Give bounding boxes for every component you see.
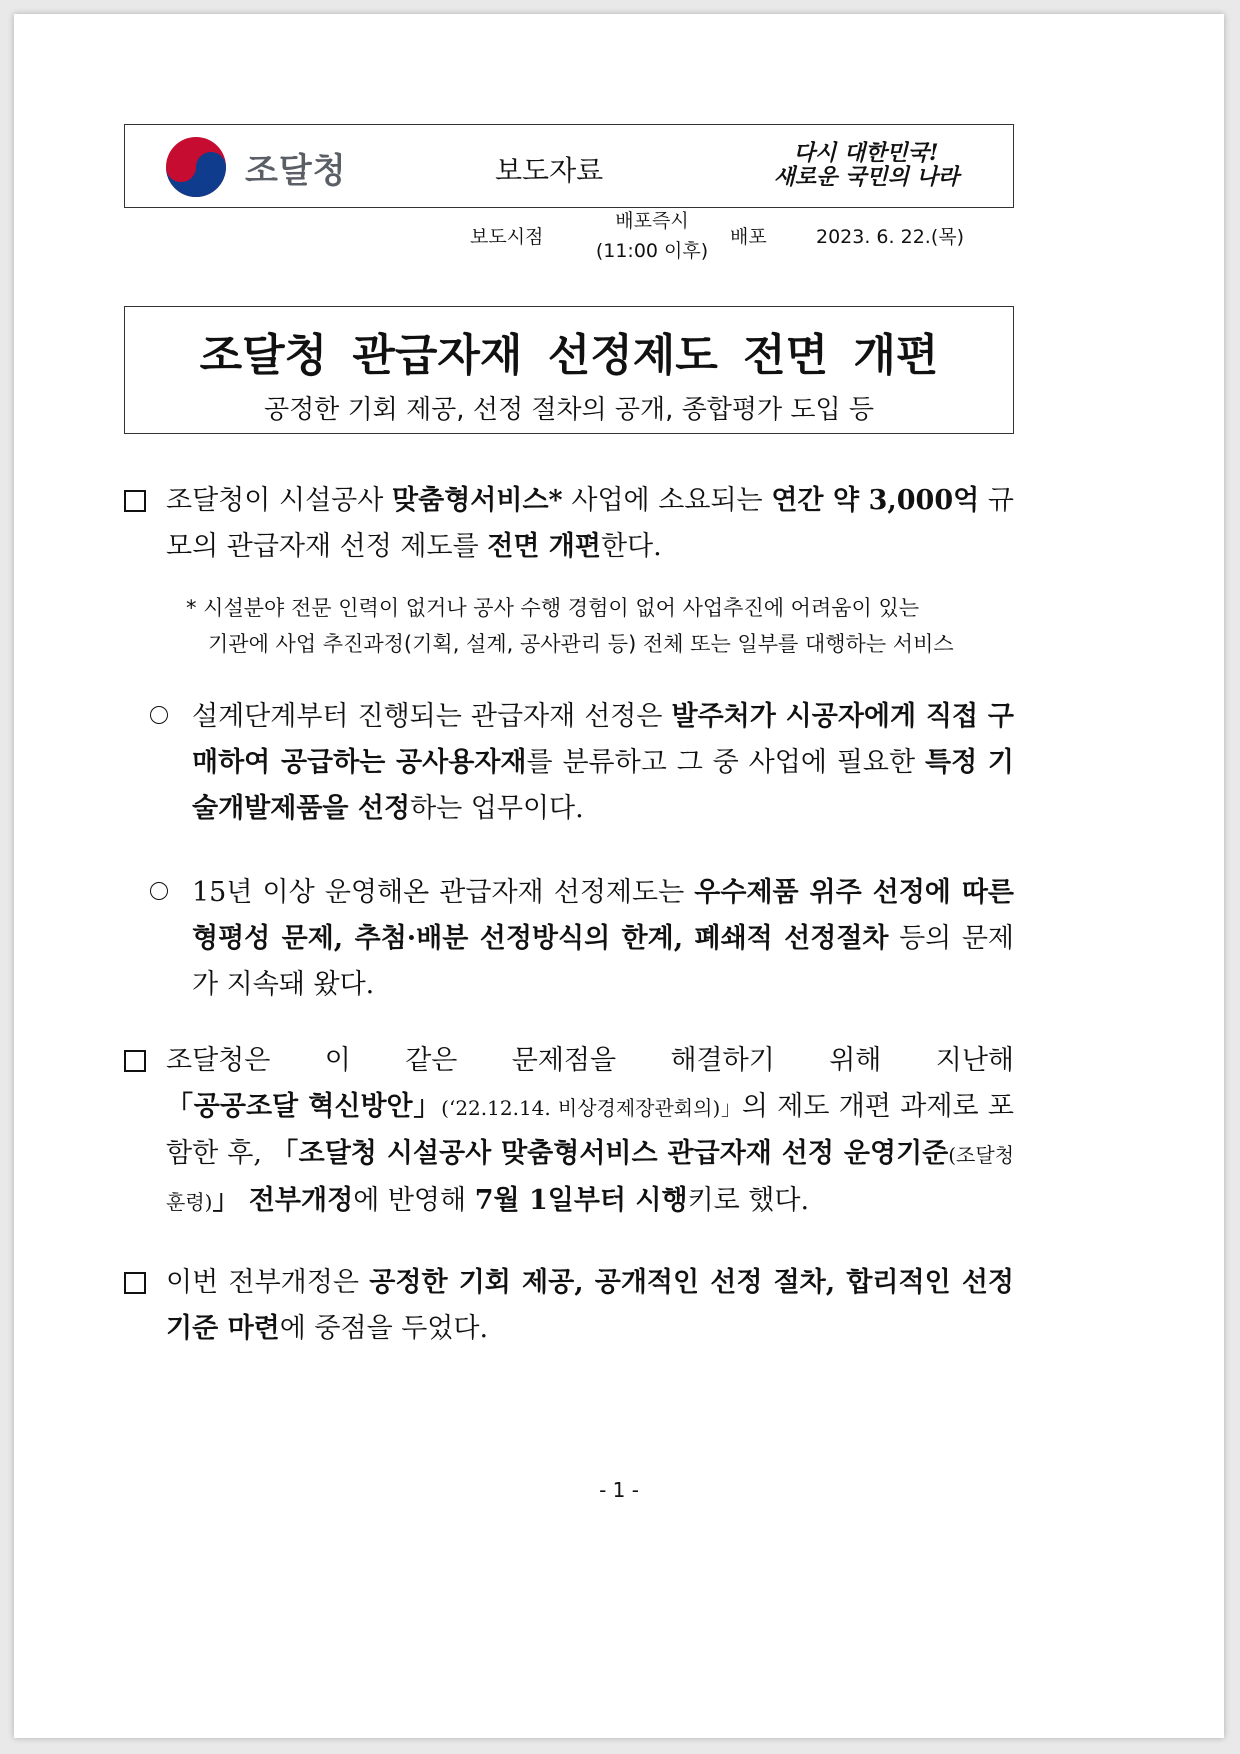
- footnote-line-2: 기관에 사업 추진과정(기획, 설계, 공사관리 등) 전체 또는 일부를 대행하는 서비스: [208, 632, 954, 656]
- taeguk-emblem-icon: [159, 135, 233, 199]
- text: 에 중점을 두었다.: [279, 1313, 489, 1344]
- text: 키로 했다.: [687, 1185, 810, 1216]
- page-subtitle: 공정한 기회 제공, 선정 절차의 공개, 종합평가 도입 등: [263, 395, 875, 425]
- emphasis: 우수제품 위주 선정에 따른 형평성 문제, 추첨·배분 선정방식의 한계, 폐쇄적 선정절차: [192, 877, 1014, 954]
- emphasis: 」 전부개정: [212, 1185, 354, 1216]
- release-time-line-2: (11:00 이후): [595, 240, 709, 262]
- emphasis: 공정한 기회 제공, 공개적인 선정 절차, 합리적인 선정 기준 마련: [166, 1267, 1014, 1344]
- text: 하는 업무이다.: [410, 793, 584, 824]
- emphasis: 전면 개편: [487, 531, 601, 562]
- text: 규모의 관급자재 선정 제도를: [166, 485, 1014, 562]
- page-title: 조달청 관급자재 선정제도 전면 개편: [199, 330, 939, 381]
- bullet-circle: [150, 706, 168, 724]
- release-date: 2023. 6. 22.(목): [816, 226, 964, 248]
- logo-text: 조달청: [245, 150, 347, 191]
- text: 이번 전부개정은: [166, 1267, 370, 1298]
- emphasis: 특정 기술개발제품을 선정: [192, 747, 1014, 824]
- distribution-label: 배포: [730, 226, 767, 248]
- press-header: [124, 124, 1014, 208]
- emphasis: 맞춤형서비스*: [392, 485, 563, 516]
- release-time-label: 보도시점: [470, 226, 544, 248]
- text: 15년 이상 운영해온 관급자재 선정제도는: [192, 877, 695, 908]
- paragraph-1: [166, 478, 1014, 570]
- footnote: [186, 590, 1016, 662]
- section-marker: [124, 1050, 146, 1072]
- paragraph-3: [192, 870, 1014, 1008]
- emphasis: 「공공조달 혁신방안」: [166, 1091, 442, 1122]
- paragraph-4: [166, 1038, 1014, 1225]
- emphasis: 연간 약 3,000억: [771, 485, 980, 516]
- emphasis: 발주처가 시공자에게 직접 구매하여 공급하는 공사용자재: [192, 701, 1014, 778]
- title-box: [124, 306, 1014, 434]
- slogan-line-1: 다시 대한민국!: [793, 140, 939, 166]
- agency-logo: [159, 135, 347, 199]
- text: 사업에 소요되는: [562, 485, 772, 516]
- text: 의 제도 개편 과제로 포함한 후,: [166, 1091, 1014, 1169]
- text: 에 반영해: [353, 1185, 475, 1216]
- bullet-circle: [150, 882, 168, 900]
- text: 를 분류하고 그 중 사업에 필요한: [526, 747, 926, 778]
- footnote-line-1: * 시설분야 전문 인력이 없거나 공사 수행 경험이 없어 사업추진에 어려움이 있는: [186, 596, 920, 620]
- document-page: [14, 14, 1224, 1738]
- paragraph-5: [166, 1260, 1014, 1352]
- small-text: (조달청훈령): [166, 1143, 1015, 1214]
- release-type: 보도자료: [495, 154, 604, 187]
- release-time-value: [594, 206, 710, 266]
- section-marker: [124, 490, 146, 512]
- text: 조달청은 이 같은 문제점을 해결하기 위해 지난해: [166, 1045, 1014, 1076]
- text: 조달청이 시설공사: [166, 485, 393, 516]
- slogan: [774, 141, 959, 189]
- page-number: - 1 -: [599, 1478, 639, 1502]
- text: 설계단계부터 진행되는 관급자재 선정은: [192, 701, 672, 732]
- small-text: (‘22.12.14. 비상경제장관회의)」: [441, 1096, 742, 1120]
- emphasis: 「조달청 시설공사 맞춤형서비스 관급자재 선정 운영기준: [271, 1138, 949, 1169]
- text: 등의 문제가 지속돼 왔다.: [192, 923, 1014, 1000]
- section-marker: [124, 1272, 146, 1294]
- release-time-line-1: 배포즉시: [615, 210, 689, 232]
- slogan-line-2: 새로운 국민의 나라: [773, 164, 959, 190]
- emphasis: 7월 1일부터 시행: [474, 1185, 688, 1216]
- text: 한다.: [600, 531, 662, 562]
- paragraph-2: [192, 694, 1014, 832]
